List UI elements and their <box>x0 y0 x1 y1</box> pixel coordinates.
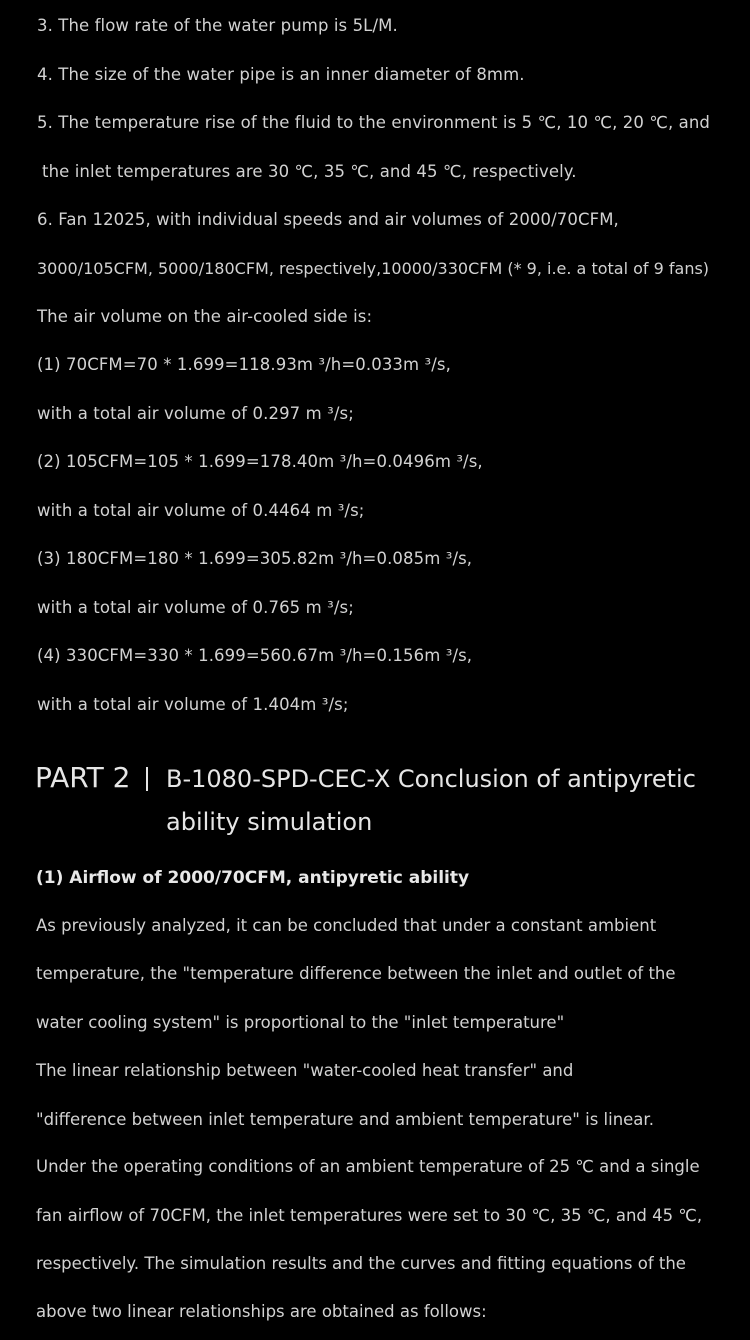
intro-line-temp-rise: 5. The temperature rise of the fluid to the environment is 5 ℃, 10 ℃, 20 ℃, and <box>37 113 710 132</box>
section-line: above two linear relationships are obtained as follows: <box>36 1302 487 1321</box>
section-line: temperature, the "temperature difference between the inlet and outlet of the <box>36 964 676 983</box>
section-line: The linear relationship between "water-cooled heat transfer" and <box>36 1061 574 1080</box>
part-divider <box>146 767 148 791</box>
section-line: water cooling system" is proportional to the "inlet temperature" <box>36 1013 565 1032</box>
part-title: B-1080-SPD-CEC-X Conclusion of antipyretic ability simulation <box>166 765 696 836</box>
part-header <box>35 758 735 848</box>
intro-line-pipe-size: 4. The size of the water pipe is an inner diameter of 8mm. <box>37 65 525 84</box>
intro-line-volume-3: (3) 180CFM=180 * 1.699=305.82m ³/h=0.085m ³/s, <box>37 549 473 568</box>
intro-line-fan-spec: 6. Fan 12025, with individual speeds and air volumes of 2000/70CFM, <box>37 210 619 229</box>
intro-line-volume-4: (4) 330CFM=330 * 1.699=560.67m ³/h=0.156m ³/s, <box>37 646 473 665</box>
intro-line-total-3: with a total air volume of 0.765 m ³/s; <box>37 598 354 617</box>
section-line: Under the operating conditions of an ambient temperature of 25 ℃ and a single <box>36 1157 700 1176</box>
intro-line-volume-2: (2) 105CFM=105 * 1.699=178.40m ³/h=0.0496m ³/s, <box>37 452 483 471</box>
intro-line-fan-volumes: 3000/105CFM, 5000/180CFM, respectively,10000/330CFM (* 9, i.e. a total of 9 fans) <box>37 259 710 278</box>
section-line: "difference between inlet temperature and ambient temperature" is linear. <box>36 1110 654 1129</box>
intro-line-air-volume-heading: The air volume on the air-cooled side is: <box>37 307 373 326</box>
intro-line-volume-1: (1) 70CFM=70 * 1.699=118.93m ³/h=0.033m ³/s, <box>37 355 451 374</box>
intro-line-total-1: with a total air volume of 0.297 m ³/s; <box>37 404 354 423</box>
intro-line-inlet-temps: the inlet temperatures are 30 ℃, 35 ℃, and 45 ℃, respectively. <box>42 162 577 181</box>
section-heading: (1) Airflow of 2000/70CFM, antipyretic ability <box>36 868 470 888</box>
section-line: respectively. The simulation results and the curves and fitting equations of the <box>36 1254 686 1273</box>
intro-line-total-2: with a total air volume of 0.4464 m ³/s; <box>37 501 365 520</box>
section-line: As previously analyzed, it can be concluded that under a constant ambient <box>36 916 657 935</box>
intro-line-total-4: with a total air volume of 1.404m ³/s; <box>37 695 349 714</box>
part-label: PART 2 <box>35 761 131 794</box>
intro-line-pump-flow: 3. The flow rate of the water pump is 5L/M. <box>37 16 398 35</box>
section-line: fan airflow of 70CFM, the inlet temperatures were set to 30 ℃, 35 ℃, and 45 ℃, <box>36 1206 703 1225</box>
